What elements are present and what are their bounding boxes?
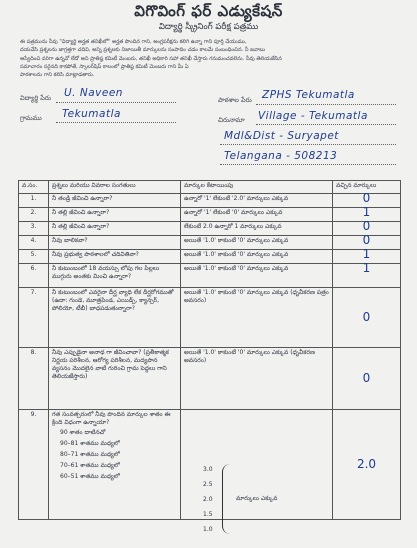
- row-question: నీ కుటుంబంలో 18 వయస్సు లోపు గల పిల్లలు ముగ్గురు అంతకు మించి ఉన్నారా?: [49, 264, 181, 288]
- row-question: నీ తల్లి జీవించి ఉన్నారా?: [49, 208, 181, 222]
- row-score[interactable]: 0: [333, 288, 401, 348]
- row-score[interactable]: 2.0: [333, 410, 401, 520]
- intro-line: ఈ పత్రమును నీవు "విద్యార్థి అర్హత తనిఖీలో" అర్హత పొందిన గాని, అంగ్లపరీక్షను కలిగి ఉన్నా గాని పూర్తి చేయుము,: [20, 39, 247, 45]
- row-score[interactable]: 1: [333, 250, 401, 264]
- intro-paragraph: [20, 38, 404, 79]
- row-number: 6.: [19, 264, 49, 288]
- address-line-3[interactable]: Telangana - 508213: [224, 150, 338, 162]
- q9-scale-value: 1.0: [203, 526, 213, 533]
- village-line: [56, 122, 176, 123]
- q9-range: 90 శాతం దాటినచో: [60, 429, 106, 436]
- table-row: [19, 222, 401, 236]
- q9-range: 70–61 శాతము మధ్యలో: [60, 462, 120, 469]
- row-number: 9.: [19, 410, 49, 520]
- village-value[interactable]: Tekumatla: [62, 108, 121, 120]
- table-row: [19, 348, 401, 410]
- q9-ranges: [52, 427, 177, 482]
- village-label: గ్రామము: [20, 114, 42, 122]
- row-marking: అయితే '1.0' కాకుంటే '0' మార్కులు ఎక్కువ: [181, 264, 333, 288]
- row-number: 5.: [19, 250, 49, 264]
- row-question: నీవు ప్రభుత్వ పాఠశాలలో చదివితివా?: [49, 250, 181, 264]
- row-marking: అయితే '1.0' కాకుంటే '0' మార్కులు ఎక్కువ (ధృవీకరణ అవసరం): [181, 348, 333, 410]
- q9-scale-note: మార్కులు ఎక్కువ: [236, 495, 278, 502]
- school-name-value[interactable]: ZPHS Tekumatla: [262, 89, 355, 101]
- table-header-row: [19, 181, 401, 194]
- school-name-label: పాఠశాల పేరు: [218, 96, 252, 104]
- address-line: [256, 124, 396, 125]
- row-number: 2.: [19, 208, 49, 222]
- row-question: నీవు బాలికవా?: [49, 236, 181, 250]
- school-name-line: [256, 104, 396, 105]
- row-marking: అయితే '1.0' కాకుంటే '0' మార్కులు ఎక్కువ (ధృవీకరణ పత్రం అవసరం): [181, 288, 333, 348]
- intro-line: సమాచారం సరైనది కాకపోతే, స్కాలర్‌షిప్ కాలంలో ప్రాతిష్ఠ కమిటీ మెంబరు గాని మీ ఏ: [20, 63, 189, 70]
- student-name-line: [56, 102, 176, 103]
- table-row: [19, 410, 401, 520]
- row-marking: ఉన్నారో '1' లేకుంటే '0' మార్కులు ఎక్కువ: [181, 208, 333, 222]
- q9-scale-value: 2.0: [203, 496, 213, 503]
- address-line: [220, 164, 396, 165]
- row-question: నీ తండ్రి జీవించి ఉన్నారా?: [49, 194, 181, 208]
- student-name-label: విద్యార్థి పేరు: [20, 94, 52, 102]
- intro-line: ఆస్వేదించి వరిగా ఉన్నవో లేదో అని ప్రాతిష్ఠ కమిటీ మెంబరు, తనిఖీ అధికారి సహా తనిఖీ చేస్తారు గనుమంచవలెను. నీవు తెలియజేసిన: [20, 55, 282, 62]
- row-number: 8.: [19, 348, 49, 410]
- intro-line: దయచేసి ప్రశ్నలను జాగ్రత్తగా చదివి, అన్ని ప్రశ్నలకు నిజాయితీ మార్కులను సంపాదిం చడం కాలమే సంబంధించిన. నీ జవాబు: [20, 47, 266, 54]
- table-row: [19, 250, 401, 264]
- q9-range: 90–81 శాతము మధ్యలో: [60, 440, 120, 447]
- row-question: [49, 410, 181, 520]
- row-marking: అయితే '1.0' కాకుంటే '0' మార్కులు ఎక్కువ: [181, 236, 333, 250]
- address-line-2[interactable]: Mdl&Dist - Suryapet: [224, 130, 339, 142]
- row-score[interactable]: 0: [333, 222, 401, 236]
- student-name-value[interactable]: U. Naveen: [64, 87, 123, 99]
- q9-scale-value: 2.5: [203, 481, 213, 488]
- table-row: [19, 194, 401, 208]
- q9-range: 80–71 శాతము మధ్యలో: [60, 451, 120, 458]
- row-number: 1.: [19, 194, 49, 208]
- row-marking: ఉన్నారో '1' లేకుంటే '2.0' మార్కులు ఎక్కువ: [181, 194, 333, 208]
- table-row: [19, 264, 401, 288]
- q9-range: 60–51 శాతము మధ్యలో: [60, 473, 120, 480]
- header-marking: మార్కుల కేటాయింపు: [181, 181, 333, 194]
- row-marking: అయితే '1.0' కాకుంటే '0' మార్కులు ఎక్కువ: [181, 250, 333, 264]
- row-marking: [181, 410, 333, 520]
- q9-question: గత సంవత్సరంలో నీవు పొందిన మార్కుల శాతం ఈ క్రింది విధంగా ఉన్నాయా?: [52, 411, 171, 426]
- address-line: [220, 144, 396, 145]
- row-score[interactable]: 1: [333, 264, 401, 288]
- row-question: నీ కుటుంబంలో ఎవరైనా దీర్ఘ వ్యాధి లేక దీర్ఘరోగముతో (ఉదా: గుండె, మూత్రపిండ, ఎయిడ్స్, క్యాన్సర్, పోలియో, టీబీ) బాధపడుతున్నారా?: [49, 288, 181, 348]
- row-score[interactable]: 1: [333, 208, 401, 222]
- row-number: 3.: [19, 222, 49, 236]
- row-question: నీవు ఎప్పుడైనా అనాథ గా జీవించావా? (ప్రతీకాత్మక నిర్ణయ పరిశీలన, ఆరోగ్య పరిశీలన, మద్యపాన వ్యసనం మొదలైన వాటి గురించి గ్రామ పెద్దలు గాని తెలియజేస్తారు): [49, 348, 181, 410]
- row-number: 4.: [19, 236, 49, 250]
- row-score[interactable]: 0: [333, 348, 401, 410]
- intro-line: పాఠశాలను గాని కలిసి మాట్లాడతారు.: [20, 72, 95, 79]
- form-title: విగొవింగ్ ఫర్ ఎడ్యుకేషన్: [134, 2, 283, 20]
- q9-brace: [222, 464, 231, 534]
- row-score[interactable]: 0: [333, 236, 401, 250]
- row-number: 7.: [19, 288, 49, 348]
- table-row: [19, 288, 401, 348]
- row-question: నీ తల్లి జీవించి ఉన్నారా?: [49, 222, 181, 236]
- header-score: వచ్చిన మార్కులు: [333, 181, 401, 194]
- address-line-1[interactable]: Village - Tekumatla: [258, 110, 368, 122]
- q9-scale-value: 3.0: [203, 466, 213, 473]
- form-subtitle: విద్యార్థి స్క్రీనింగ్ పరీక్ష పత్రము: [158, 22, 259, 32]
- q9-scale-value: 1.5: [203, 511, 213, 518]
- header-serial: వ.సం.: [19, 181, 49, 194]
- table-row: [19, 236, 401, 250]
- address-label: చిరునామా: [218, 116, 245, 124]
- header-question: ప్రశ్నలు మరియు వివరాల సంగతులు: [49, 181, 181, 194]
- row-marking: లేకుంటే 2.0 ఉన్నారో 1 మార్కులు ఎక్కువ: [181, 222, 333, 236]
- row-score[interactable]: 0: [333, 194, 401, 208]
- table-row: [19, 208, 401, 222]
